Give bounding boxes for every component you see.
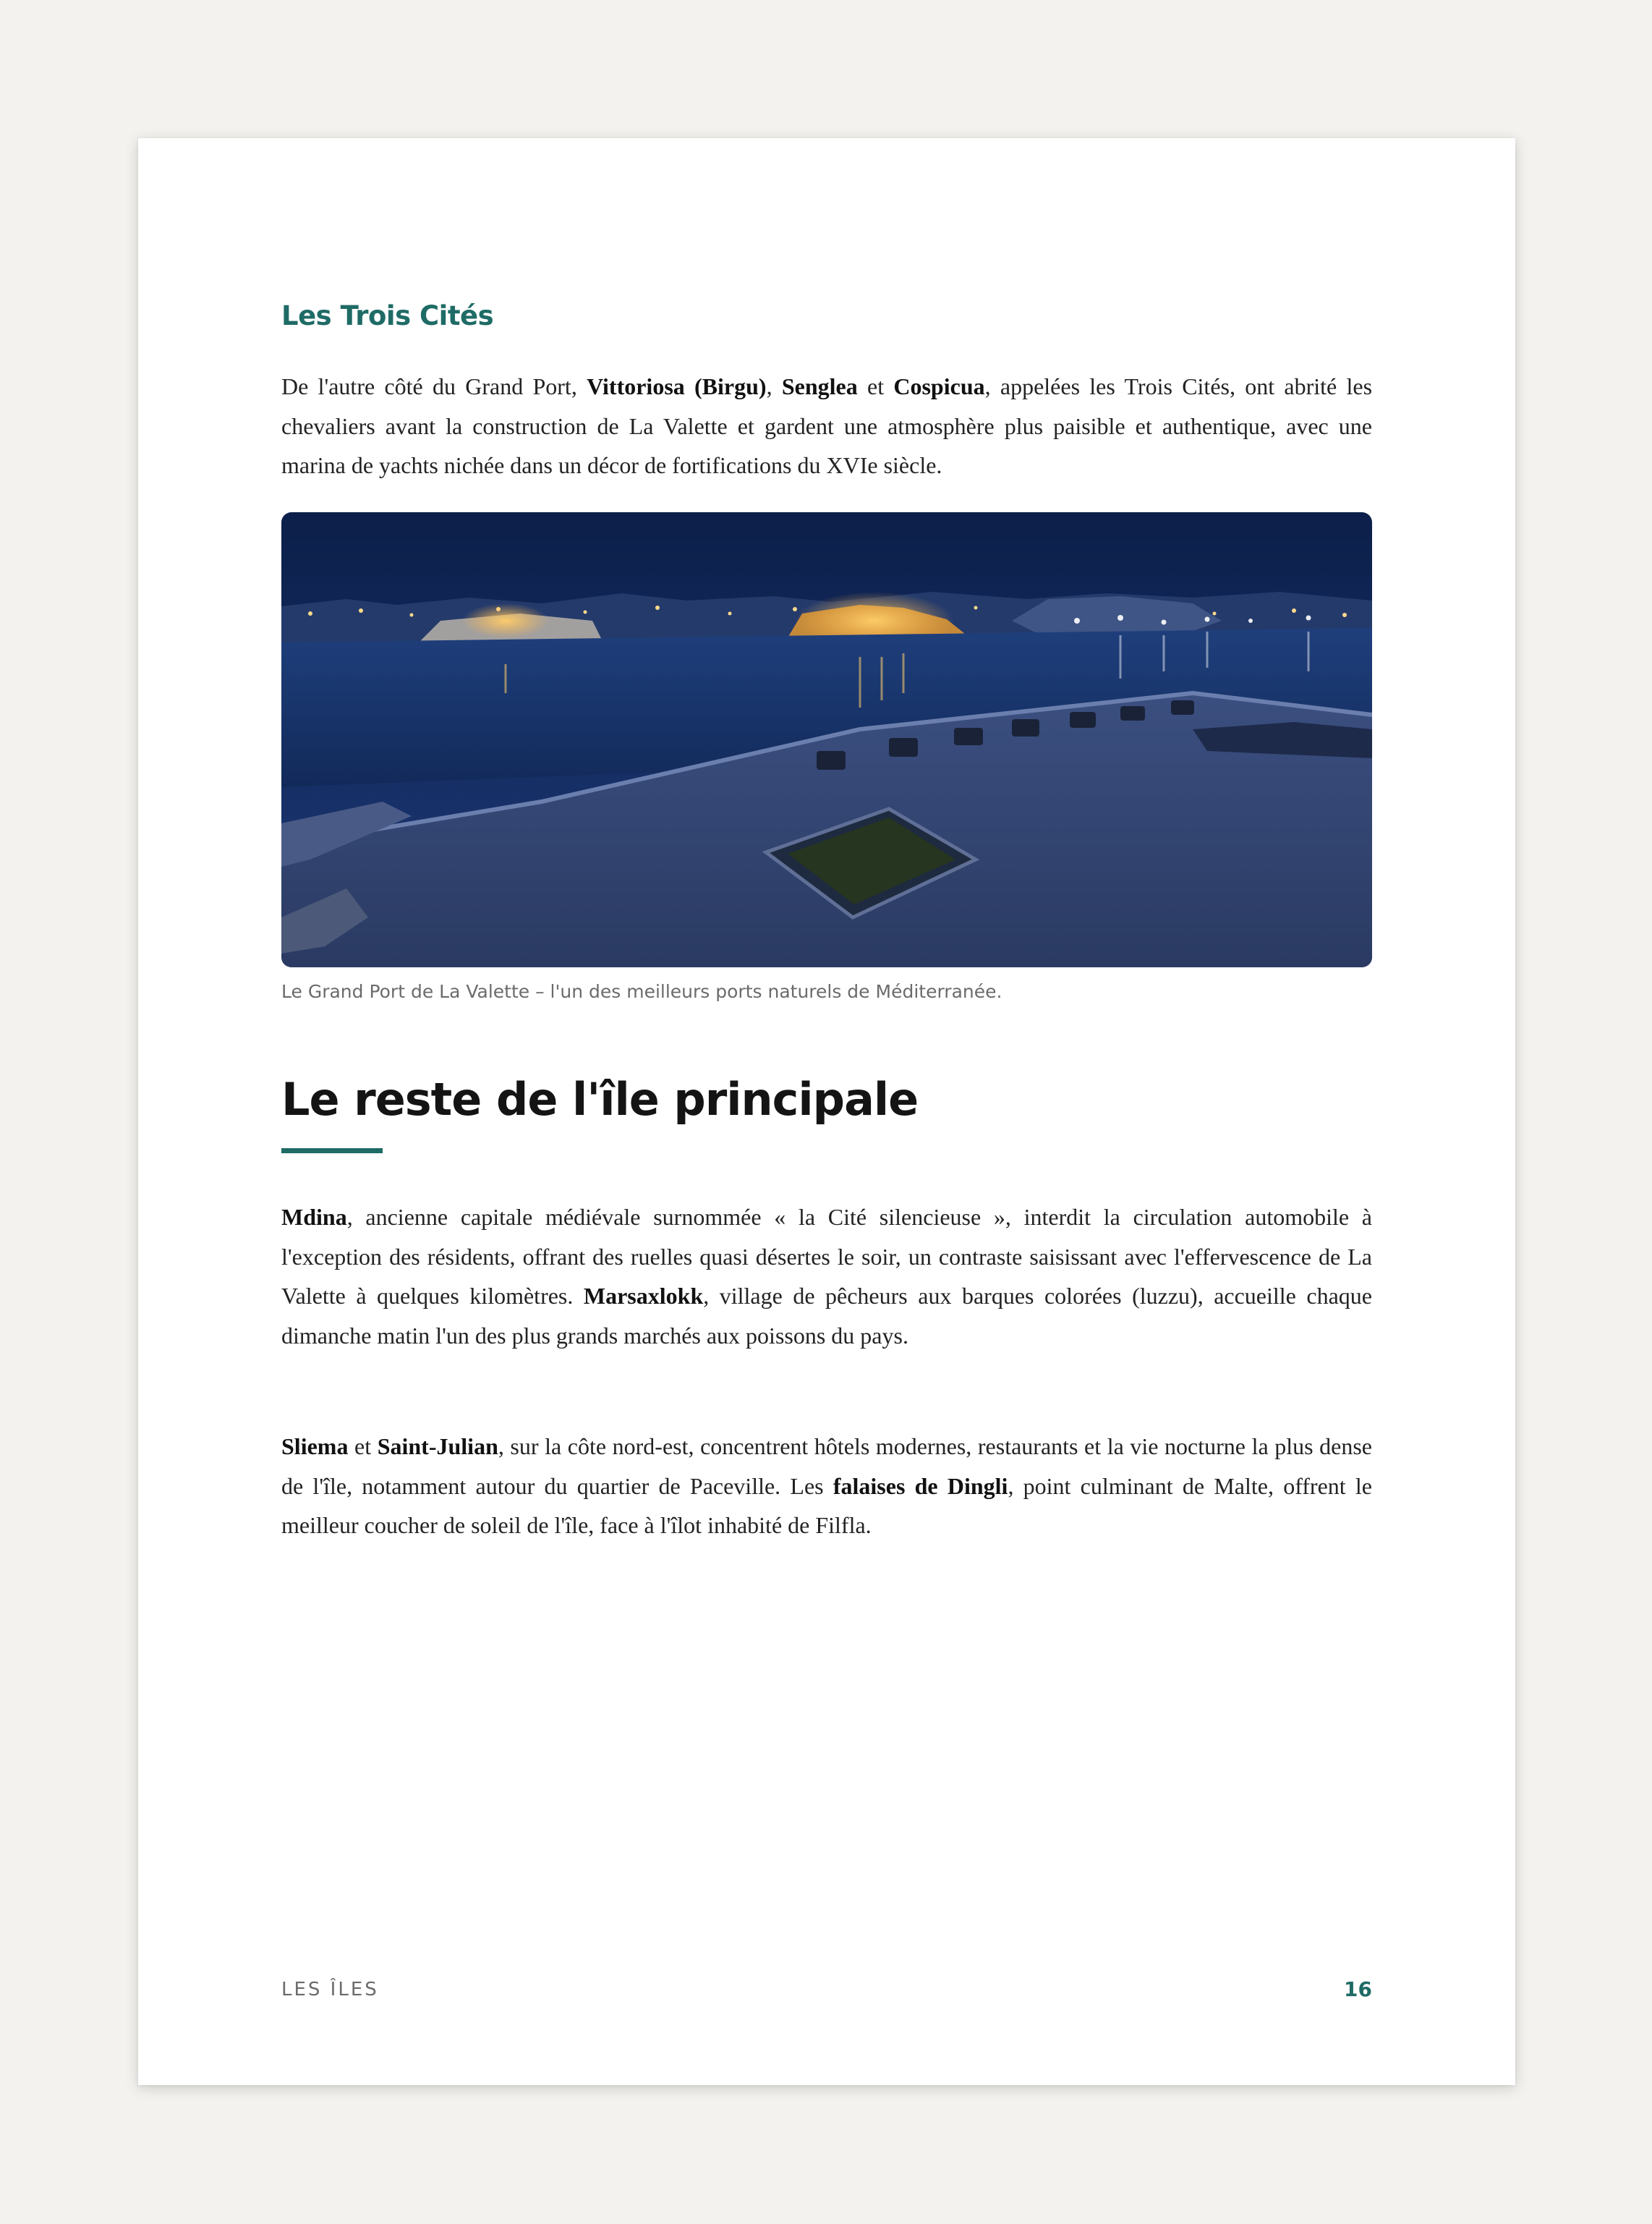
text-run: , appelées les Trois Cités, ont abrité les chevaliers avant la construction de La Valette et gardent une atmosphère plus paisible et authentique, avec une marina de yachts nichée dans un décor de fortifications du XVIe siècle. (281, 373, 1373, 478)
text-run: De l'autre côté du Grand Port, (281, 373, 587, 399)
heading-accent-rule (281, 1148, 383, 1153)
text-run: et (857, 373, 894, 399)
section-subheading: Les Trois Cités (281, 300, 494, 331)
text-run: et (348, 1433, 378, 1459)
bold-term: Mdina (281, 1204, 347, 1230)
running-title: LES ÎLES (281, 1979, 379, 2000)
bold-term: Saint-Julian (377, 1433, 498, 1459)
chapter-heading: Le reste de l'île principale (281, 1073, 919, 1126)
photo-caption: Le Grand Port de La Valette – l'un des meilleurs ports naturels de Méditerranée. (281, 981, 1002, 1002)
text-run: , point culminant de Malte, offrent le meilleur coucher de soleil de l'île, face à l'îlot inhabité de Filfla. (281, 1472, 1373, 1538)
grand-port-photo (281, 512, 1372, 967)
text-run: , (766, 373, 782, 399)
document-page (138, 138, 1515, 2085)
bold-term: Marsaxlokk (583, 1283, 704, 1309)
bold-term: falaises de Dingli (833, 1472, 1008, 1499)
bold-term: Sliema (281, 1433, 349, 1459)
paragraph-trois-cites (281, 367, 1372, 485)
text-run: , ancienne capitale médiévale surnommée « la Cité silencieuse », interdit la circulation automobile à l'exception des résidents, offrant des ruelles quasi désertes le soir, un contraste saisissant avec l'effervescence de La Valette à quelques kilomètres. (281, 1204, 1372, 1309)
bold-term: Vittoriosa (Birgu) (587, 373, 767, 399)
bold-term: Cospicua (893, 373, 985, 399)
page-number: 16 (1344, 1977, 1372, 2001)
text-run: , sur la côte nord-est, concentrent hôtels modernes, restaurants et la vie nocturne la plus dense de l'île, notamment autour du quartier de Paceville. Les (281, 1433, 1373, 1499)
bold-term: Senglea (781, 373, 858, 399)
paragraph-sliema (281, 1427, 1372, 1545)
paragraph-mdina (281, 1197, 1372, 1355)
text-run: , village de pêcheurs aux barques colorées (luzzu), accueille chaque dimanche matin l'un des plus grands marchés aux poissons du pays. (281, 1283, 1373, 1349)
